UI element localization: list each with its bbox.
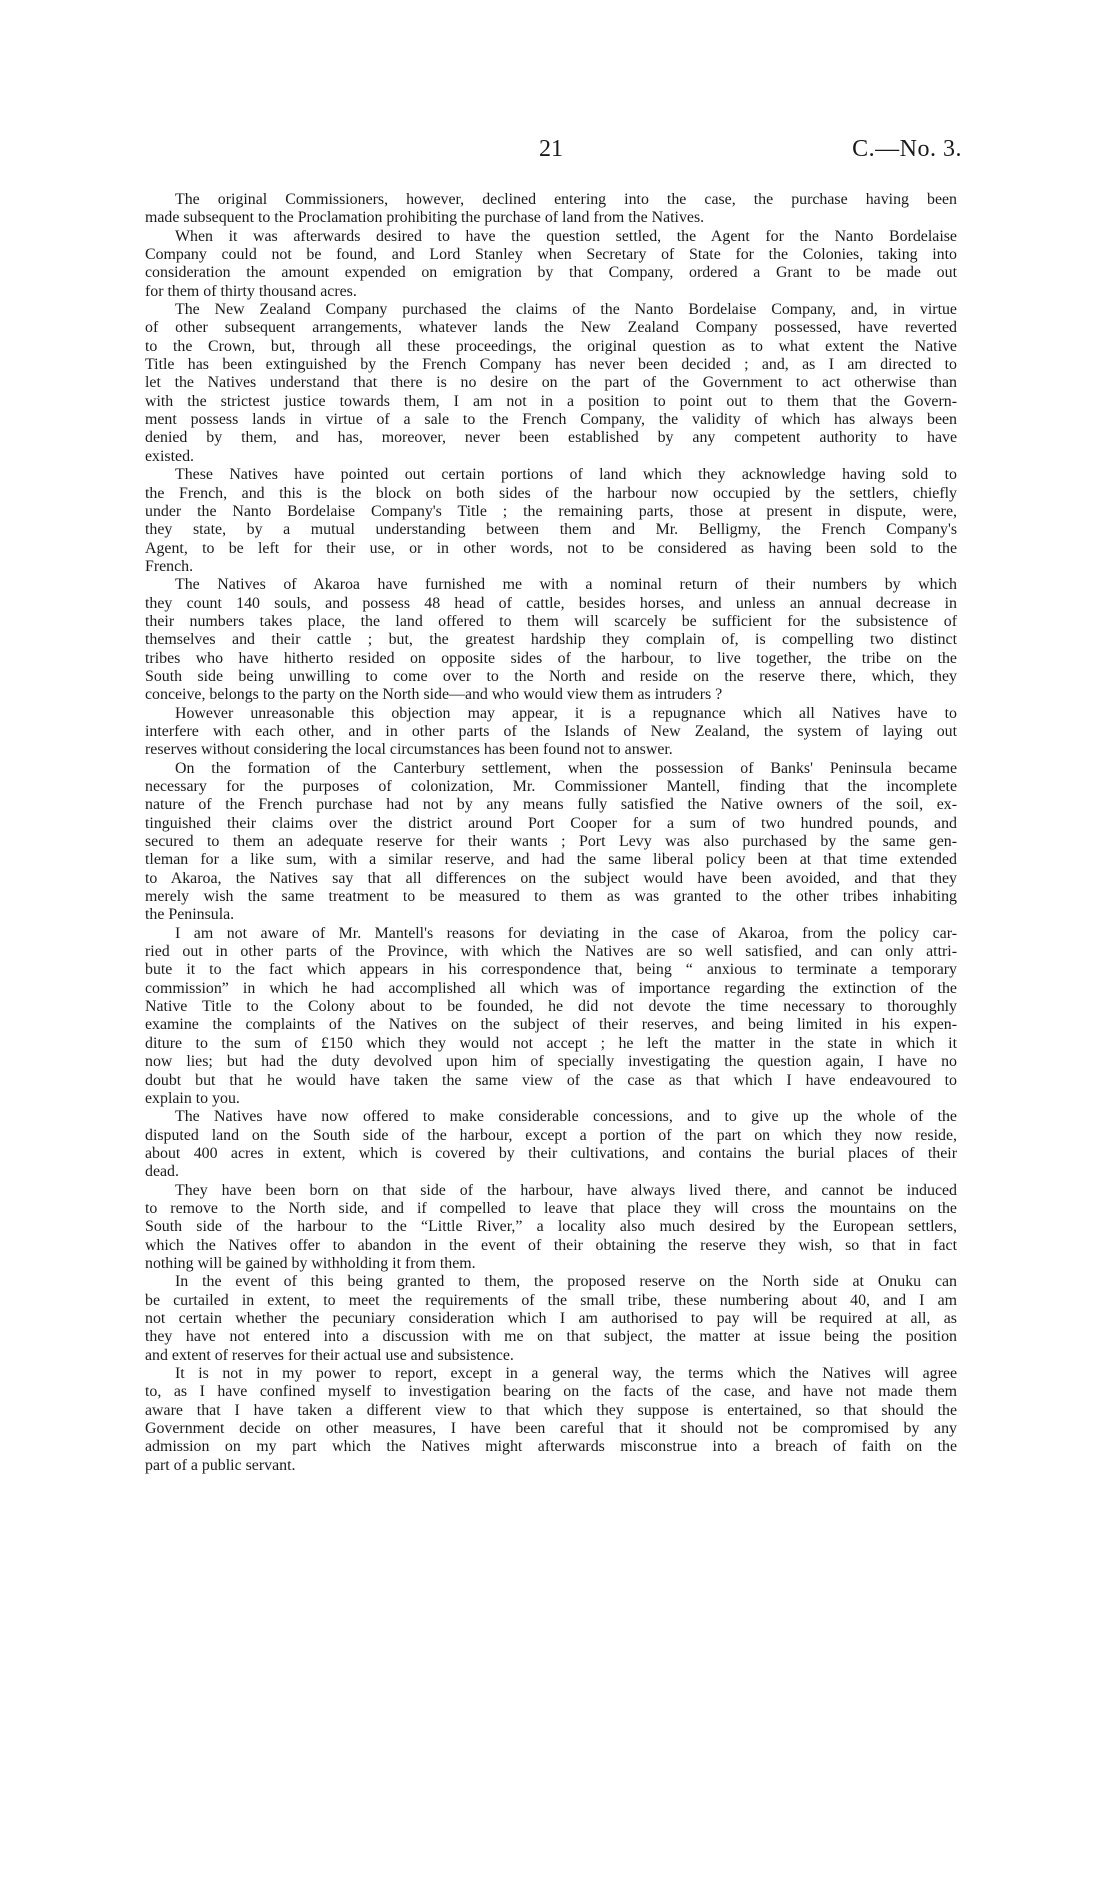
text-line: be curtailed in extent, to meet the requirements of the small tribe, these numbering about 40, and I am	[145, 1291, 957, 1309]
text-line: bute it to the fact which appears in his correspondence that, being “ anxious to terminate a temporary	[145, 961, 957, 979]
text-line: to, as I have confined myself to investigation bearing on the facts of the case, and have not made them	[145, 1383, 957, 1401]
text-line: Title has been extinguished by the French Company has never been decided ; and, as I am directed to	[145, 356, 957, 374]
text-line: let the Natives understand that there is no desire on the part of the Government to act otherwise than	[145, 374, 957, 392]
text-line: ment possess lands in virtue of a sale to the French Company, the validity of which has always been	[145, 411, 957, 429]
text-line: examine the complaints of the Natives on the subject of their reserves, and being limited in his expen-	[145, 1016, 957, 1034]
document-reference: C.—No. 3.	[852, 136, 962, 162]
text-line: to Akaroa, the Natives say that all differences on the subject would have been avoided, and that they	[145, 869, 957, 887]
text-line: they count 140 souls, and possess 48 head of cattle, besides horses, and unless an annual decrease in	[145, 594, 957, 612]
text-line: nature of the French purchase had not by any means fully satisfied the Native owners of the soil, ex-	[145, 796, 957, 814]
text-line: Government decide on other measures, I have been careful that it should not be compromised by any	[145, 1420, 957, 1438]
text-line: themselves and their cattle ; but, the greatest hardship they complain of, is compelling two distinct	[145, 631, 957, 649]
text-line: On the formation of the Canterbury settlement, when the possession of Banks' Peninsula became	[175, 759, 957, 777]
paragraph	[145, 1182, 957, 1274]
text-line: reserves without considering the local circumstances has been found not to answer.	[145, 741, 673, 759]
text-line: the Peninsula.	[145, 906, 235, 924]
text-line: tleman for a like sum, with a similar reserve, and had the same liberal policy been at that time extended	[145, 851, 957, 869]
text-line: secured to them an adequate reserve for their wants ; Port Levy was also purchased by the same gen-	[145, 833, 957, 851]
text-line: tribes who have hitherto resided on opposite sides of the harbour, to live together, the tribe on the	[145, 649, 957, 667]
text-line: to the Crown, but, through all these proceedings, the original question as to what extent the Native	[145, 337, 957, 355]
text-line: In the event of this being granted to them, the proposed reserve on the North side at Onuku can	[175, 1273, 957, 1291]
text-line: merely wish the same treatment to be measured to them as was granted to the other tribes inhabiting	[145, 888, 957, 906]
text-line: they have not entered into a discussion with me on that subject, the matter at issue being the position	[145, 1328, 957, 1346]
body-text	[145, 191, 957, 1475]
text-line: their numbers takes place, the land offered to them will scarcely be sufficient for the subsistence of	[145, 612, 957, 630]
paragraph	[145, 301, 957, 466]
paragraph	[145, 228, 957, 301]
text-line: ried out in other parts of the Province, with which the Natives are so well satisfied, and can only attri-	[145, 943, 957, 961]
paragraph	[145, 1365, 957, 1475]
text-line: I am not aware of Mr. Mantell's reasons for deviating in the case of Akaroa, from the policy car-	[175, 924, 957, 942]
paragraph	[145, 1273, 957, 1365]
text-line: The Natives have now offered to make considerable concessions, and to give up the whole of the	[175, 1108, 957, 1126]
text-line: French.	[145, 557, 194, 575]
text-line: They have been born on that side of the harbour, have always lived there, and cannot be induced	[175, 1181, 957, 1199]
text-line: about 400 acres in extent, which is covered by their cultivations, and contains the burial places of their	[145, 1144, 957, 1162]
text-line: However unreasonable this objection may appear, it is a repugnance which all Natives have to	[175, 704, 957, 722]
text-line: of other subsequent arrangements, whatever lands the New Zealand Company possessed, have reverted	[145, 319, 957, 337]
text-line: commission” in which he had accomplished all which was of importance regarding the extinction of the	[145, 979, 957, 997]
text-line: nothing will be gained by withholding it from them.	[145, 1254, 476, 1272]
page-number: 21	[539, 136, 563, 162]
paragraph	[145, 191, 957, 228]
text-line: Native Title to the Colony about to be founded, he did not devote the time necessary to thoroughly	[145, 998, 957, 1016]
text-line: consideration the amount expended on emigration by that Company, ordered a Grant to be made out	[145, 264, 957, 282]
text-line: These Natives have pointed out certain portions of land which they acknowledge having sold to	[175, 466, 957, 484]
text-line: they state, by a mutual understanding between them and Mr. Belligmy, the French Company's	[145, 521, 957, 539]
text-line: with the strictest justice towards them, I am not in a position to point out to them that the Govern-	[145, 392, 957, 410]
text-line: now lies; but had the duty devolved upon him of specially investigating the question again, I have no	[145, 1053, 957, 1071]
text-line: under the Nanto Bordelaise Company's Title ; the remaining parts, those at present in dispute, were,	[145, 502, 957, 520]
text-line: to remove to the North side, and if compelled to leave that place they will cross the mountains on the	[145, 1199, 957, 1217]
text-line: explain to you.	[145, 1089, 240, 1107]
text-line: existed.	[145, 447, 194, 465]
text-line: necessary for the purposes of colonization, Mr. Commissioner Mantell, finding that the incomplete	[145, 778, 957, 795]
paragraph	[145, 925, 957, 1108]
text-line: South side of the harbour to the “Little River,” a locality also much desired by the European settlers,	[145, 1218, 957, 1236]
text-line: The New Zealand Company purchased the claims of the Nanto Bordelaise Company, and, in virtue	[175, 301, 957, 319]
text-line: disputed land on the South side of the harbour, except a portion of the part on which they now reside,	[145, 1126, 957, 1144]
text-line: Agent, to be left for their use, or in other words, not to be considered as having been sold to the	[145, 539, 957, 557]
text-line: dead.	[145, 1163, 179, 1181]
text-line: conceive, belongs to the party on the North side—and who would view them as intruders ?	[145, 686, 723, 704]
text-line: not certain whether the pecuniary consideration which I am authorised to pay will be required at all, as	[145, 1309, 957, 1327]
text-line: When it was afterwards desired to have the question settled, the Agent for the Nanto Bordelaise	[175, 227, 957, 245]
paragraph	[145, 466, 957, 576]
text-line: It is not in my power to report, except in a general way, the terms which the Natives will agree	[175, 1365, 957, 1382]
text-line: and extent of reserves for their actual use and subsistence.	[145, 1346, 514, 1364]
text-line: made subsequent to the Proclamation prohibiting the purchase of land from the Natives.	[145, 209, 705, 227]
text-line: the French, and this is the block on both sides of the harbour now occupied by the settlers, chiefly	[145, 484, 957, 502]
text-line: diture to the sum of £150 which they would not accept ; he left the matter in the state in which it	[145, 1034, 957, 1052]
paragraph	[145, 705, 957, 760]
text-line: The Natives of Akaroa have furnished me with a nominal return of their numbers by which	[175, 576, 957, 594]
text-line: The original Commissioners, however, declined entering into the case, the purchase having been	[175, 191, 957, 208]
text-line: interfere with each other, and in other parts of the Islands of New Zealand, the system of laying out	[145, 722, 957, 740]
page-header	[145, 136, 962, 176]
text-line: which the Natives offer to abandon in the event of their obtaining the reserve they wish, so that in fact	[145, 1236, 957, 1254]
text-line: for them of thirty thousand acres.	[145, 282, 357, 300]
text-line: aware that I have taken a different view to that which they suppose is entertained, so that should the	[145, 1401, 957, 1419]
text-line: admission on my part which the Natives might afterwards misconstrue into a breach of faith on the	[145, 1438, 957, 1456]
text-line: South side being unwilling to come over to the North and reside on the reserve there, which, they	[145, 667, 957, 685]
text-line: Company could not be found, and Lord Stanley when Secretary of State for the Colonies, taking into	[145, 246, 957, 264]
text-line: tinguished their claims over the district around Port Cooper for a sum of two hundred pounds, and	[145, 814, 957, 832]
text-line: doubt but that he would have taken the same view of the case as that which I have endeavoured to	[145, 1071, 957, 1089]
paragraph	[145, 576, 957, 704]
paragraph	[145, 760, 957, 925]
text-line: part of a public servant.	[145, 1456, 296, 1474]
paragraph	[145, 1108, 957, 1181]
text-line: denied by them, and has, moreover, never been established by any competent authority to have	[145, 429, 957, 447]
